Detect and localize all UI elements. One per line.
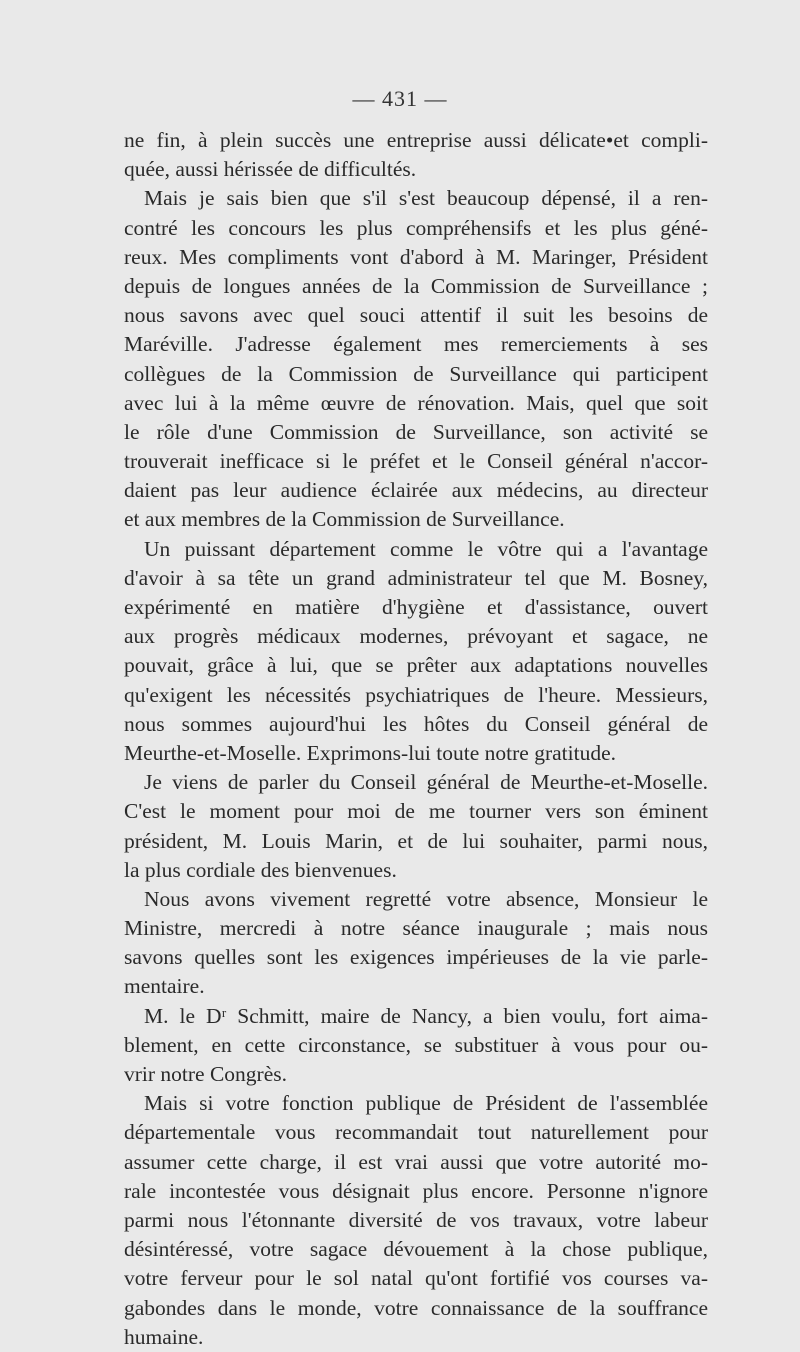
- text-line: la plus cordiale des bienvenues.: [124, 857, 397, 882]
- text-line: quée, aussi hérissée de difficultés.: [124, 157, 417, 182]
- text-line: daient pas leur audience éclairée aux médecins, au directeur: [124, 478, 708, 503]
- text-line: nous sommes aujourd'hui les hôtes du Conseil général de: [124, 711, 708, 736]
- text-line: depuis de longues années de la Commission de Surveillance ;: [124, 273, 708, 298]
- text-line: parmi nous l'étonnante diversité de vos travaux, votre labeur: [124, 1207, 708, 1232]
- text-line: et aux membres de la Commission de Surveillance.: [124, 507, 565, 532]
- text-line: Meurthe-et-Moselle. Exprimons-lui toute notre gratitude.: [124, 740, 616, 765]
- text-line: avec lui à la même œuvre de rénovation. Mais, quel que soit: [124, 390, 708, 415]
- text-line: assumer cette charge, il est vrai aussi que votre autorité mo-: [124, 1149, 708, 1174]
- text-line: Je viens de parler du Conseil général de Meurthe-et-Moselle.: [144, 770, 708, 795]
- text-line: Mais si votre fonction publique de Président de l'assemblée: [144, 1091, 708, 1116]
- text-line: Maréville. J'adresse également mes remerciements à ses: [124, 332, 708, 357]
- text-line: votre ferveur pour le sol natal qu'ont fortifié vos courses va-: [124, 1266, 708, 1291]
- text-line: Nous avons vivement regretté votre absence, Monsieur le: [144, 886, 708, 911]
- text-line: reux. Mes compliments vont d'abord à M. Maringer, Président: [124, 244, 708, 269]
- text-line: Un puissant département comme le vôtre qui a l'avantage: [144, 536, 708, 561]
- text-line: contré les concours les plus compréhensifs et les plus géné-: [124, 215, 708, 240]
- text-line: qu'exigent les nécessités psychiatriques de l'heure. Messieurs,: [124, 682, 708, 707]
- body-text: [124, 126, 708, 1352]
- text-line: président, M. Louis Marin, et de lui souhaiter, parmi nous,: [124, 828, 708, 853]
- text-line: pouvait, grâce à lui, que se prêter aux adaptations nouvelles: [124, 653, 708, 678]
- text-line: trouverait inefficace si le préfet et le Conseil général n'accor-: [124, 449, 708, 474]
- page-number: — 431 —: [352, 86, 448, 111]
- text-line: collègues de la Commission de Surveillance qui participent: [124, 361, 708, 386]
- text-line: M. le Dʳ Schmitt, maire de Nancy, a bien voulu, fort aima-: [144, 1003, 708, 1028]
- text-line: blement, en cette circonstance, se substituer à vous pour ou-: [124, 1032, 708, 1057]
- text-line: Ministre, mercredi à notre séance inaugurale ; mais nous: [124, 916, 708, 941]
- text-line: Mais je sais bien que s'il s'est beaucoup dépensé, il a ren-: [144, 186, 708, 211]
- text-line: humaine.: [124, 1324, 204, 1349]
- text-line: expérimenté en matière d'hygiène et d'assistance, ouvert: [124, 595, 708, 619]
- text-line: mentaire.: [124, 974, 205, 999]
- text-line: gabondes dans le monde, votre connaissance de la souffrance: [124, 1295, 708, 1320]
- text-line: nous savons avec quel souci attentif il suit les besoins de: [124, 303, 708, 328]
- text-line: ne fin, à plein succès une entreprise aussi délicate•et compli-: [124, 128, 708, 152]
- text-line: rale incontestée vous désignait plus encore. Personne n'ignore: [124, 1178, 708, 1203]
- text-line: aux progrès médicaux modernes, prévoyant et sagace, ne: [124, 624, 708, 649]
- text-line: désintéressé, votre sagace dévouement à la chose publique,: [124, 1237, 708, 1262]
- text-line: vrir notre Congrès.: [124, 1062, 288, 1086]
- text-line: d'avoir à sa tête un grand administrateur tel que M. Bosney,: [124, 565, 708, 590]
- text-line: départementale vous recommandait tout naturellement pour: [124, 1120, 708, 1145]
- text-line: savons quelles sont les exigences impérieuses de la vie parle-: [124, 945, 708, 970]
- text-line: C'est le moment pour moi de me tourner vers son éminent: [124, 799, 708, 824]
- text-line: le rôle d'une Commission de Surveillance, son activité se: [124, 419, 708, 444]
